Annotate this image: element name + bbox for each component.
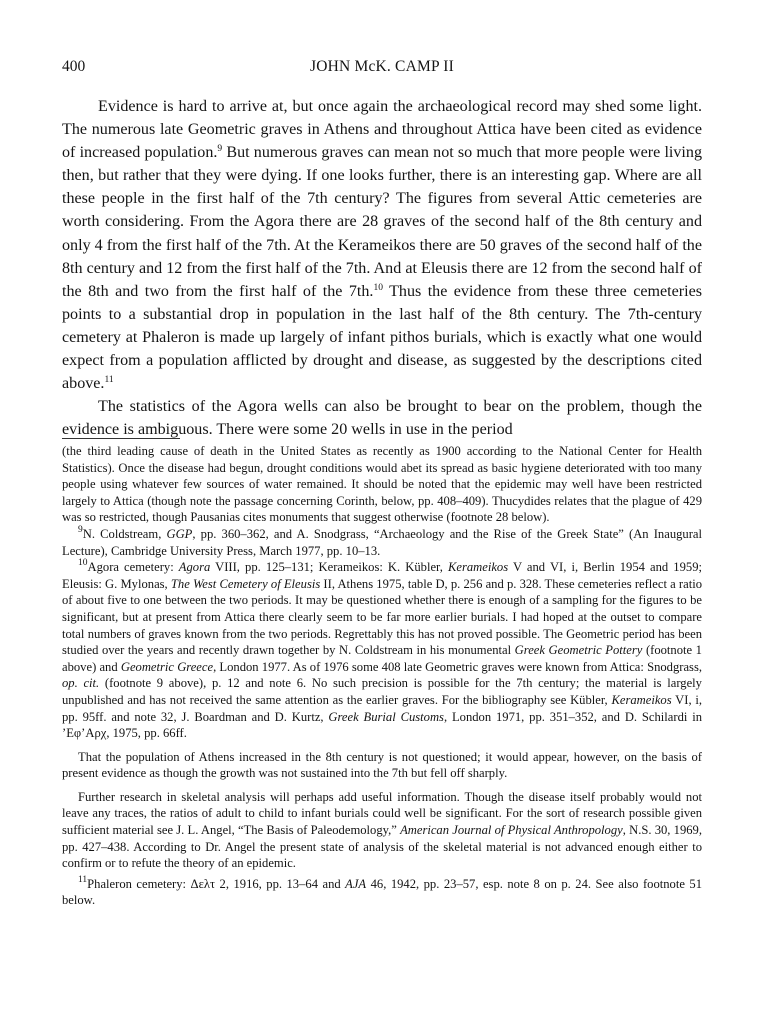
body-text-segment: Thus the evidence from these three cemeteries points to a substantial drop in population in the last half of the 8th century. The 7th-century cemetery at Phaleron is made up largely of infant pithos burials, which is exactly what one would expect from a population afflicted by drought and disease, as suggested by the descriptions cited above. — [62, 282, 702, 393]
footnote-9 — [62, 526, 702, 559]
footnote-text: , pp. 360–362, and A. Snodgrass, “Archaeology and the Rise of the Greek State” (An Inaugural Lecture), Cambridge University Press, March 1977, pp. 10–13. — [62, 526, 702, 558]
footnote-title: Agora — [178, 560, 211, 575]
footnote-text: VI, i, pp. 95ff. and note 32, J. Boardman and D. Kurtz, — [62, 692, 703, 724]
footnote-text: (footnote 1 above) and — [62, 643, 702, 674]
footnote-title: Greek Burial Customs — [328, 709, 444, 724]
footnote-number: 9 — [78, 524, 83, 535]
footnote-number: 11 — [78, 874, 88, 885]
footnote-text: Phaleron cemetery: Δελτ 2, 1916, pp. 13–64 and — [87, 876, 346, 891]
running-head: JOHN McK. CAMP II — [309, 58, 455, 75]
page-number: 400 — [62, 58, 86, 75]
body-text-segment: Evidence is hard to arrive at, but once again the archaeological record may shed some light. The numerous late Geometric graves in Athens and throughout Attica have been cited as evidence of increased population. — [62, 98, 702, 162]
footnote-text: Further research in skeletal analysis will perhaps add useful information. Though the disease itself probably would not leave any traces, the ratios of adult to child to infant burials could well be significant. For the sort of research possible given sufficient material see J. L. Angel, “The Basis of Paleodemology,” — [62, 789, 702, 838]
footnote-number: 10 — [78, 558, 88, 569]
footnote-10 — [62, 559, 702, 742]
footnote-title: American Journal of Physical Anthropology — [400, 823, 623, 838]
footnote-ref-10: 10 — [373, 282, 383, 293]
page-header — [62, 58, 702, 80]
footnote-10-paragraph-2: That the population of Athens increased in the 8th century is not questioned; it would appear, however, on the basis of present evidence as though the growth was not sustained into the 7th but fell off sharply. — [62, 749, 702, 781]
footnote-text: N. Coldstream, — [82, 526, 167, 541]
footnote-text: , London 1977. As of 1976 some 408 late Geometric graves were known from Attica: Snodgrass, — [213, 659, 702, 674]
footnote-ref-11: 11 — [104, 375, 114, 386]
body-paragraph-1 — [62, 95, 702, 395]
footnote-text: , N.S. 30, 1969, pp. 427–438. According to Dr. Angel the present state of analysis of the skeletal material is not advanced enough either to confirm or to refute the theory of an epidemic. — [62, 823, 702, 871]
footnote-10-paragraph-3 — [62, 789, 702, 872]
footnote-text: V and VI, i, Berlin 1954 and 1959; Eleusis: G. Mylonas, — [62, 560, 702, 591]
footnote-text: , London 1971, pp. 351–352, and D. Schilardi in ’Εφ’Αρχ, 1975, pp. 66ff. — [62, 709, 703, 741]
main-text — [62, 95, 702, 441]
footnote-text: Agora cemetery: — [87, 560, 179, 575]
footnote-title: Geometric Greece — [120, 659, 214, 674]
footnote-title: Kerameikos — [611, 692, 672, 707]
footnote-title: AJA — [345, 876, 367, 891]
footnote-title: Greek Geometric Pottery — [514, 643, 643, 658]
footnote-continuation: (the third leading cause of death in the United States as recently as 1900 according to the National Center for Health Statistics). Once the disease had begun, drought conditions would abet its spread as basic hygiene deteriorated with too many people using whatever few sources of water remained. It should be noted that the epidemic may well have been restricted largely to Attica (though note the passage concerning Corinth, below, pp. 408–409). Thucydides relates that the plague of 429 was so restricted, though Pausanias cites monuments that suggest otherwise (footnote 28 below). — [62, 444, 702, 525]
footnote-text: 46, 1942, pp. 23–57, esp. note 8 on p. 24. See also footnote 51 below. — [62, 876, 702, 908]
footnote-text: (footnote 9 above), p. 12 and note 6. No such precision is possible for the 7th century; the material is largely unpublished and has not received the same attention as the earlier graves. For the bibliography see Kübler, — [62, 676, 702, 707]
body-text-segment: But numerous graves can mean not so much that more people were living then, but rather that they were dying. If one looks further, there is an interesting gap. Where are all these people in the first half of the 7th century? The figures from several Attic cemeteries are worth considering. From the Agora there are 28 graves of the second half of the 8th century and only 4 from the first half of the 7th. At the Kerameikos there are 50 graves of the second half of the 8th century and 12 from the first half of the 7th. And at Eleusis there are 12 from the second half of the 8th and two from the first half of the 7th. — [62, 144, 702, 300]
footnote-title: Kerameikos — [447, 560, 509, 575]
footnote-text: VIII, pp. 125–131; Kerameikos: K. Kübler, — [210, 560, 448, 575]
footnote-title: op. cit. — [62, 676, 100, 691]
footnote-text: II, Athens 1975, table D, p. 256 and p. 328. These cemeteries reflect a ratio of about five to one between the two periods. It may be questioned whether there is enough of a sampling for the figures to be significant, but at present from Attica there clearly seem to be far more earlier burials. I had hoped at the outset to compare total numbers of graves known from the two periods. Regrettably this has not proved possible. The Geometric period has been studied over the years and recently drawn together by N. Coldstream in his monumental — [62, 576, 702, 658]
footnote-title: The West Cemetery of Eleusis — [170, 576, 321, 591]
footnote-title: GGP — [166, 526, 193, 541]
footnote-divider — [62, 438, 180, 439]
body-paragraph-2: The statistics of the Agora wells can also be brought to bear on the problem, though the evidence is ambiguous. There were some 20 wells in use in the period — [62, 398, 702, 439]
footnote-11 — [62, 876, 702, 909]
footnote-ref-9: 9 — [217, 144, 223, 155]
footnotes — [62, 443, 702, 909]
